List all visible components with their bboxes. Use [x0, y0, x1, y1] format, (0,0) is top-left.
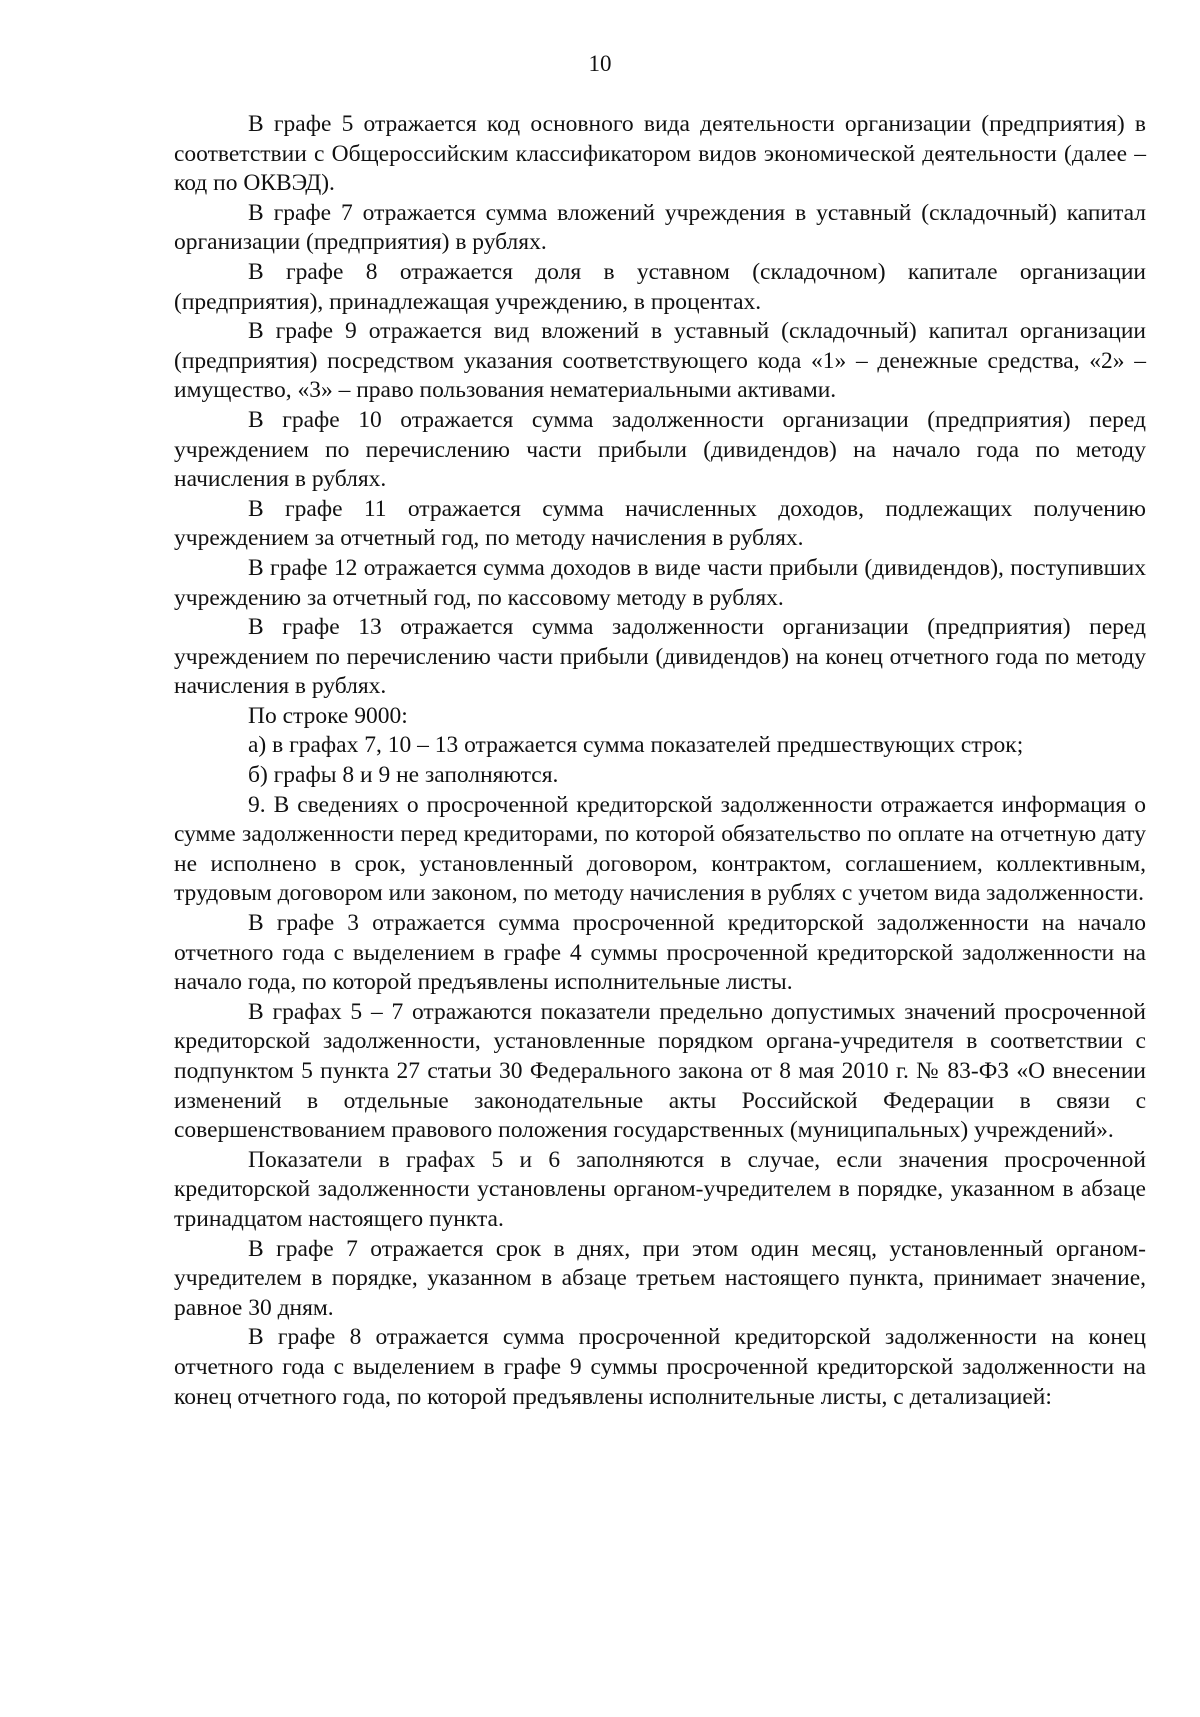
paragraph: Показатели в графах 5 и 6 заполняются в случае, если значения просроченной кредиторской задолженности установлены органом-учредителем в порядке, указанном в абзаце тринадцатом настоящего пункта. [174, 1146, 1146, 1232]
document-body [174, 110, 1146, 1412]
list-item: а) в графах 7, 10 – 13 отражается сумма показателей предшествующих строк; [248, 732, 1024, 759]
page-number: 10 [588, 51, 612, 76]
paragraph: 9. В сведениях о просроченной кредиторской задолженности отражается информация о сумме задолженности перед кредиторами, по которой обязательство по оплате на отчетную дату не исполнено в срок, установленный договором, контрактом, соглашением, коллективным, трудовым договором или законом, по методу начисления в рублях с учетом вида задолженности. [174, 791, 1146, 907]
paragraph: В графе 9 отражается вид вложений в уставный (складочный) капитал организации (предприятия) посредством указания соответствующего кода «1» – денежные средства, «2» – имущество, «3» – право пользования нематериальными активами. [174, 318, 1146, 404]
paragraph: В графе 7 отражается сумма вложений учреждения в уставный (складочный) капитал организации (предприятия) в рублях. [174, 199, 1146, 256]
paragraph: В графе 11 отражается сумма начисленных доходов, подлежащих получению учреждением за отчетный год, по методу начисления в рублях. [174, 495, 1146, 552]
paragraph: В графе 12 отражается сумма доходов в виде части прибыли (дивидендов), поступивших учреждению за отчетный год, по кассовому методу в рублях. [174, 554, 1146, 611]
paragraph: В графе 5 отражается код основного вида деятельности организации (предприятия) в соответствии с Общероссийским классификатором видов экономической деятельности (далее – код по ОКВЭД). [174, 111, 1146, 197]
paragraph: В графе 13 отражается сумма задолженности организации (предприятия) перед учреждением по перечислению части прибыли (дивидендов) на конец отчетного года по методу начисления в рублях. [174, 614, 1146, 700]
paragraph: По строке 9000: [248, 702, 408, 729]
paragraph: В графах 5 – 7 отражаются показатели предельно допустимых значений просроченной кредиторской задолженности, установленные порядком органа-учредителя в соответствии с подпунктом 5 пункта 27 статьи 30 Федерального закона от 8 мая 2010 г. № 83-ФЗ «О внесении изменений в отдельные законодательные акты Российской Федерации в связи с совершенствованием правового положения государственных (муниципальных) учреждений». [174, 998, 1146, 1144]
paragraph: В графе 3 отражается сумма просроченной кредиторской задолженности на начало отчетного года с выделением в графе 4 суммы просроченной кредиторской задолженности на начало года, по которой предъявлены исполнительные листы. [174, 910, 1146, 996]
paragraph: В графе 8 отражается сумма просроченной кредиторской задолженности на конец отчетного года с выделением в графе 9 суммы просроченной кредиторской задолженности на конец отчетного года, по которой предъявлены исполнительные листы, с детализацией: [174, 1324, 1146, 1410]
paragraph: В графе 8 отражается доля в уставном (складочном) капитале организации (предприятия), принадлежащая учреждению, в процентах. [174, 258, 1146, 315]
list-item: б) графы 8 и 9 не заполняются. [248, 762, 559, 789]
paragraph: В графе 10 отражается сумма задолженности организации (предприятия) перед учреждением по перечислению части прибыли (дивидендов) на начало года по методу начисления в рублях. [174, 406, 1146, 493]
paragraph: В графе 7 отражается срок в днях, при этом один месяц, установленный органом-учредителем в порядке, указанном в абзаце третьем настоящего пункта, принимает значение, равное 30 дням. [174, 1235, 1146, 1321]
